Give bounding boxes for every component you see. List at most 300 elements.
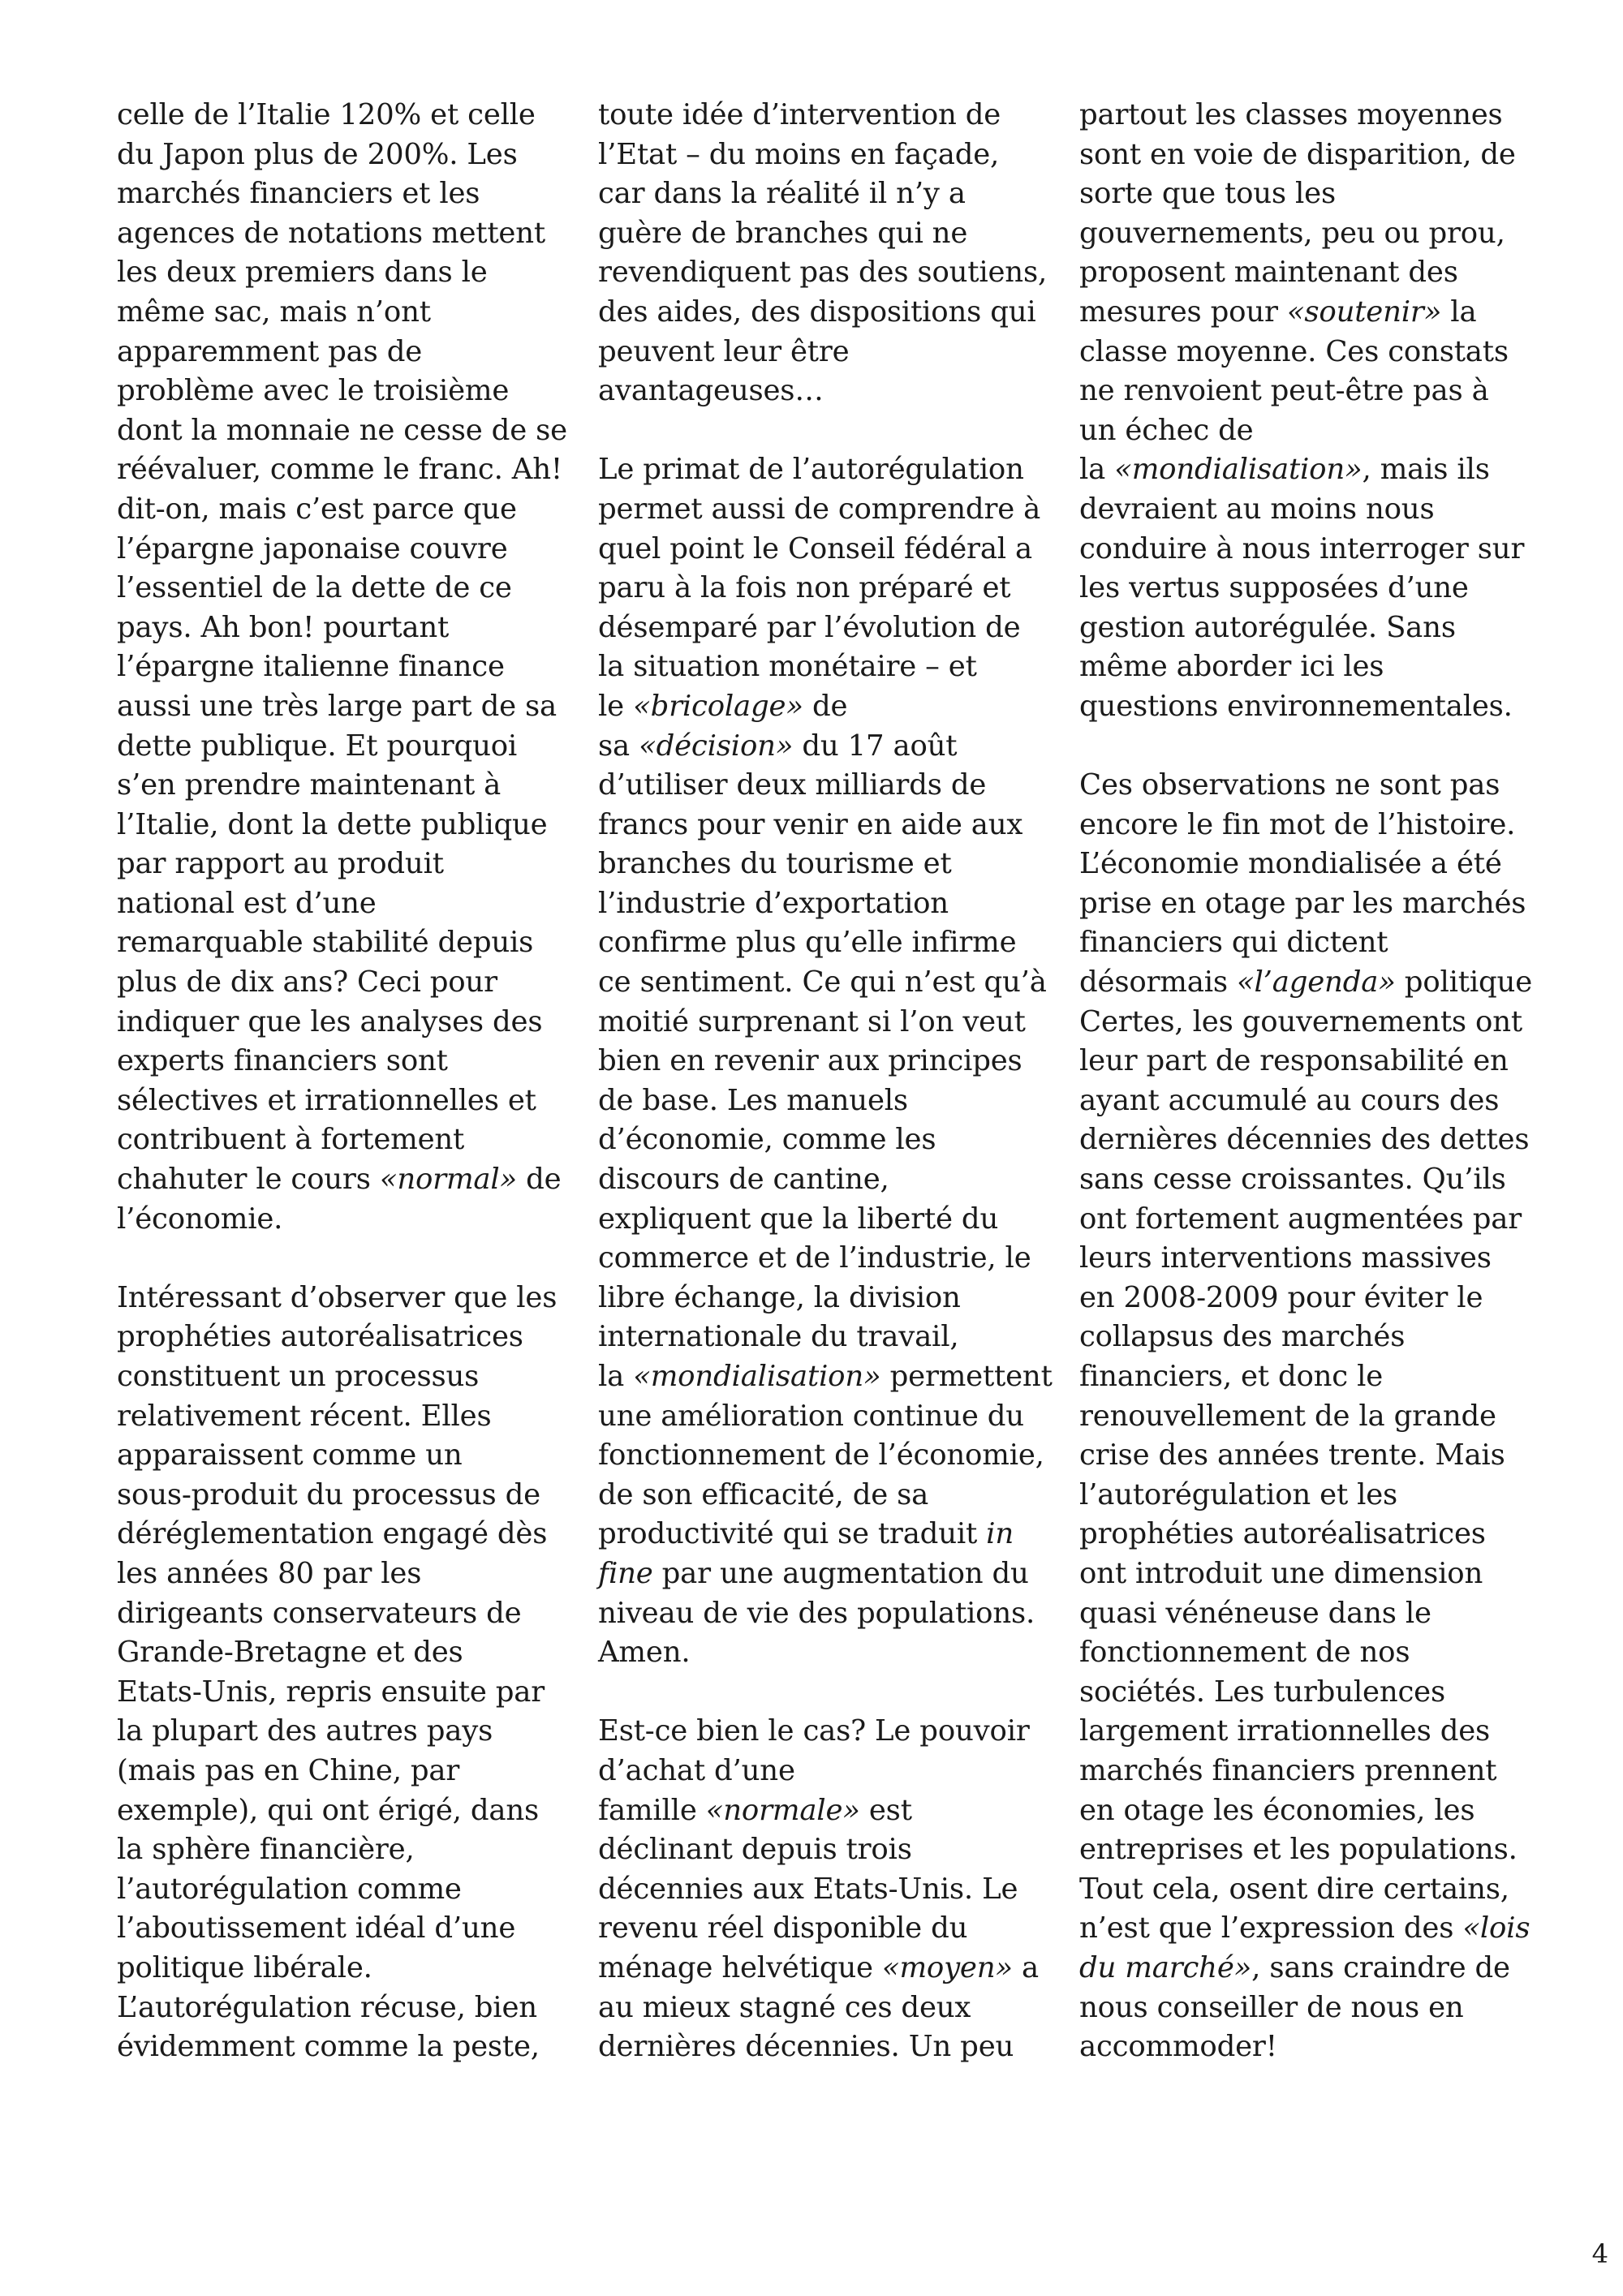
text-segment: par une augmentation du — [652, 1556, 1029, 1590]
text-line — [598, 569, 1053, 608]
text-segment: Ces observations ne sont pas — [1079, 768, 1500, 802]
text-line — [598, 1752, 1053, 1791]
text-line — [598, 1633, 1053, 1673]
text-line — [1079, 687, 1534, 727]
text-segment: Etats-Unis, repris ensuite par — [117, 1675, 545, 1709]
paragraph — [1079, 766, 1534, 2067]
text-segment: productivité qui se traduit — [598, 1517, 987, 1551]
paragraph — [117, 96, 571, 1239]
text-line — [1079, 1081, 1534, 1121]
text-segment: sans cesse croissantes. Qu’ils — [1079, 1163, 1506, 1197]
text-line — [1079, 1909, 1534, 1949]
text-line — [117, 96, 571, 135]
text-segment: n’est que l’expression des — [1079, 1911, 1463, 1946]
text-segment: Amen. — [598, 1636, 691, 1670]
emphasis-text: «normal» — [379, 1163, 518, 1197]
text-line — [117, 490, 571, 530]
text-line — [1079, 1476, 1534, 1516]
text-line — [598, 727, 1053, 767]
text-segment: fonctionnement de nos — [1079, 1636, 1410, 1670]
text-line — [117, 608, 571, 648]
text-segment: désormais — [1079, 965, 1237, 1000]
text-segment: ménage helvétique — [598, 1950, 882, 1984]
text-line — [1079, 1003, 1534, 1043]
text-segment: politique libérale. — [117, 1950, 372, 1984]
text-segment: dernières décennies. Un peu — [598, 2030, 1014, 2064]
text-line — [1079, 450, 1534, 490]
text-segment: du Japon plus de 200%. Les — [117, 137, 518, 171]
text-segment: prise en otage par les marchés — [1079, 886, 1526, 920]
text-segment: ont introduit une dimension — [1079, 1556, 1483, 1590]
text-segment: internationale du travail, — [598, 1320, 959, 1354]
emphasis-text: «décision» — [639, 729, 794, 763]
text-line — [117, 293, 571, 333]
text-line — [117, 647, 571, 687]
text-line — [117, 1476, 571, 1516]
text-segment: national est d’une — [117, 886, 377, 920]
text-line — [598, 1436, 1053, 1476]
text-segment: sélectives et irrationnelles et — [117, 1083, 536, 1117]
text-segment: l’épargne japonaise couvre — [117, 531, 508, 565]
text-line — [598, 1160, 1053, 1200]
text-line — [1079, 1673, 1534, 1713]
text-line — [598, 1003, 1053, 1043]
text-segment: , sans craindre de — [1251, 1950, 1510, 1984]
text-segment: de son efficacité, de sa — [598, 1477, 929, 1511]
text-segment: de — [803, 689, 848, 723]
text-line — [117, 2027, 571, 2067]
text-segment: politique — [1395, 965, 1533, 1000]
text-line — [1079, 1830, 1534, 1870]
text-line — [1079, 1870, 1534, 1910]
text-segment: devraient au moins nous — [1079, 492, 1435, 526]
text-segment: dette publique. Et pourquoi — [117, 729, 518, 763]
text-segment: marchés financiers et les — [117, 177, 480, 211]
text-segment: niveau de vie des populations. — [598, 1596, 1035, 1630]
text-segment: quasi vénéneuse dans le — [1079, 1596, 1431, 1630]
text-line — [1079, 214, 1534, 254]
text-segment: ce sentiment. Ce qui n’est qu’à — [598, 965, 1047, 1000]
text-line — [1079, 1436, 1534, 1476]
text-line — [117, 1042, 571, 1081]
text-line — [1079, 1397, 1534, 1437]
text-segment: toute idée d’intervention de — [598, 98, 1001, 131]
text-line — [117, 845, 571, 884]
text-line — [117, 687, 571, 727]
text-line — [117, 530, 571, 570]
text-line — [1079, 963, 1534, 1003]
text-segment: agences de notations mettent — [117, 216, 545, 250]
text-segment: partout les classes moyennes — [1079, 98, 1503, 131]
text-line — [1079, 1279, 1534, 1318]
text-segment: l’aboutissement idéal d’une — [117, 1911, 516, 1946]
text-segment: permet aussi de comprendre à — [598, 492, 1041, 526]
text-line — [598, 450, 1053, 490]
text-line — [598, 963, 1053, 1003]
text-line — [117, 1120, 571, 1160]
text-segment: classe moyenne. Ces constats — [1079, 334, 1509, 368]
text-segment: est — [859, 1793, 912, 1827]
text-segment: la — [598, 1360, 634, 1393]
text-segment: décennies aux Etats-Unis. Le — [598, 1872, 1018, 1906]
text-segment: déclinant depuis trois — [598, 1833, 912, 1867]
text-segment: mesures pour — [1079, 295, 1287, 329]
text-segment: d’achat d’une — [598, 1753, 795, 1787]
text-line — [117, 1003, 571, 1043]
text-segment: la situation monétaire – et — [598, 650, 977, 684]
text-segment: questions environnementales. — [1079, 689, 1513, 723]
text-segment: commerce et de l’industrie, le — [598, 1241, 1031, 1275]
text-line — [117, 372, 571, 411]
text-line — [117, 884, 571, 924]
text-segment: apparaissent comme un — [117, 1438, 463, 1473]
text-segment: exemple), qui ont érigé, dans — [117, 1793, 540, 1827]
text-line — [598, 1120, 1053, 1160]
text-line — [117, 1594, 571, 1634]
text-segment: fonctionnement de l’économie, — [598, 1438, 1044, 1473]
text-line — [598, 1042, 1053, 1081]
text-segment: le — [598, 689, 634, 723]
text-segment: crise des années trente. Mais — [1079, 1438, 1505, 1473]
text-line — [117, 1279, 571, 1318]
text-line — [117, 1554, 571, 1594]
text-line — [1079, 253, 1534, 293]
text-segment: chahuter le cours — [117, 1163, 380, 1197]
text-segment: l’Etat – du moins en façade, — [598, 137, 1000, 171]
text-line — [1079, 174, 1534, 214]
text-segment: nous conseiller de nous en — [1079, 1990, 1464, 2024]
text-line — [117, 1633, 571, 1673]
text-line — [598, 1357, 1053, 1397]
emphasis-text: «mondialisation» — [1114, 453, 1363, 487]
text-line — [1079, 2027, 1534, 2067]
text-segment: avantageuses… — [598, 374, 824, 408]
text-line — [117, 411, 571, 451]
text-column-3 — [1079, 96, 1534, 2067]
text-line — [598, 608, 1053, 648]
text-line — [1079, 1752, 1534, 1791]
text-segment: Tout cela, osent dire certains, — [1079, 1872, 1509, 1906]
text-segment: l’autorégulation et les — [1079, 1477, 1398, 1511]
text-line — [117, 727, 571, 767]
text-line — [117, 1830, 571, 1870]
text-segment: sociétés. Les turbulences — [1079, 1675, 1446, 1709]
emphasis-text: «lois — [1462, 1911, 1530, 1946]
text-segment: gouvernements, peu ou prou, — [1079, 216, 1505, 250]
text-segment: Est-ce bien le cas? Le pouvoir — [598, 1714, 1030, 1748]
text-segment: renouvellement de la grande — [1079, 1399, 1496, 1433]
text-column-2 — [598, 96, 1053, 2067]
text-segment: d’utiliser deux milliards de — [598, 768, 987, 802]
text-line — [598, 1909, 1053, 1949]
emphasis-text: «bricolage» — [633, 689, 803, 723]
text-line — [598, 174, 1053, 214]
text-line — [117, 174, 571, 214]
text-line — [1079, 333, 1534, 372]
text-segment: les vertus supposées d’une — [1079, 571, 1469, 605]
text-line — [598, 1239, 1053, 1279]
text-segment: remarquable stabilité depuis — [117, 926, 534, 960]
text-segment: l’Italie, dont la dette publique — [117, 807, 548, 841]
text-segment: conduire à nous interroger sur — [1079, 531, 1525, 565]
text-line — [598, 253, 1053, 293]
text-segment: s’en prendre maintenant à — [117, 768, 502, 802]
text-line — [117, 1989, 571, 2028]
text-segment: sous-produit du processus de — [117, 1477, 540, 1511]
text-line — [1079, 1318, 1534, 1357]
text-segment: collapsus des marchés — [1079, 1320, 1406, 1354]
text-line — [598, 1200, 1053, 1240]
text-line — [117, 1909, 571, 1949]
text-segment: dont la monnaie ne cesse de se — [117, 413, 567, 447]
text-segment: même sac, mais n’ont — [117, 295, 431, 329]
text-line — [598, 1081, 1053, 1121]
text-segment: sa — [598, 729, 639, 763]
text-segment: même aborder ici les — [1079, 650, 1384, 684]
emphasis-text: fine — [598, 1556, 653, 1590]
text-line — [117, 253, 571, 293]
text-segment: sorte que tous les — [1079, 177, 1336, 211]
text-segment: a — [1012, 1950, 1039, 1984]
text-segment: marchés financiers prennent — [1079, 1753, 1497, 1787]
text-segment: financiers qui dictent — [1079, 926, 1388, 960]
text-line — [117, 1752, 571, 1791]
text-line — [598, 1712, 1053, 1752]
text-segment: l’industrie d’exportation — [598, 886, 949, 920]
text-segment: ayant accumulé au cours des — [1079, 1083, 1500, 1117]
text-line — [1079, 96, 1534, 135]
text-line — [1079, 766, 1534, 806]
text-line — [1079, 1160, 1534, 1200]
text-segment: dit-on, mais c’est parce que — [117, 492, 517, 526]
text-line — [1079, 1120, 1534, 1160]
text-line — [598, 530, 1053, 570]
text-line — [117, 1673, 571, 1713]
text-segment: en 2008-2009 pour éviter le — [1079, 1280, 1483, 1314]
text-line — [598, 1279, 1053, 1318]
text-segment: financiers, et donc le — [1079, 1360, 1384, 1393]
text-segment: la plupart des autres pays — [117, 1714, 493, 1748]
text-line — [1079, 530, 1534, 570]
text-segment: désemparé par l’évolution de — [598, 610, 1021, 644]
text-segment: de base. Les manuels — [598, 1083, 908, 1117]
text-line — [117, 923, 571, 963]
text-line — [1079, 1200, 1534, 1240]
text-segment: leur part de responsabilité en — [1079, 1044, 1509, 1078]
text-line — [598, 1830, 1053, 1870]
text-segment: proposent maintenant des — [1079, 256, 1458, 290]
text-segment: déréglementation engagé dès — [117, 1517, 548, 1551]
text-line — [117, 1515, 571, 1554]
text-segment: par rapport au produit — [117, 847, 444, 881]
text-segment: leurs interventions massives — [1079, 1241, 1492, 1275]
emphasis-text: «mondialisation» — [633, 1360, 881, 1393]
text-segment: l’économie. — [117, 1202, 283, 1236]
text-segment: prophéties autoréalisatrices — [1079, 1517, 1486, 1551]
text-segment: permettent — [880, 1360, 1053, 1393]
text-segment: libre échange, la division — [598, 1280, 961, 1314]
text-line — [598, 490, 1053, 530]
text-segment: l’essentiel de la dette de ce — [117, 571, 512, 605]
text-segment: paru à la fois non préparé et — [598, 571, 1011, 605]
text-segment: ont fortement augmentées par — [1079, 1202, 1522, 1236]
text-segment: , mais ils — [1362, 453, 1490, 487]
text-line — [598, 1318, 1053, 1357]
text-line — [1079, 1989, 1534, 2028]
text-segment: Certes, les gouvernements ont — [1079, 1004, 1522, 1038]
text-line — [598, 1594, 1053, 1634]
text-line — [598, 293, 1053, 333]
text-line — [598, 333, 1053, 372]
emphasis-text: «moyen» — [881, 1950, 1013, 1984]
text-line — [598, 647, 1053, 687]
text-line — [117, 766, 571, 806]
text-segment: Grande-Bretagne et des — [117, 1636, 463, 1670]
text-segment: bien en revenir aux principes — [598, 1044, 1022, 1078]
paragraph — [598, 96, 1053, 411]
paragraph — [1079, 96, 1534, 727]
text-segment: les deux premiers dans le — [117, 256, 488, 290]
text-segment: L’économie mondialisée a été — [1079, 847, 1502, 881]
text-line — [117, 1870, 571, 1910]
text-line — [598, 1554, 1053, 1594]
text-segment: réévaluer, comme le franc. Ah! — [117, 453, 562, 487]
text-line — [117, 1357, 571, 1397]
text-segment: gestion autorégulée. Sans — [1079, 610, 1456, 644]
text-segment: quel point le Conseil fédéral a — [598, 531, 1032, 565]
text-line — [117, 1397, 571, 1437]
text-segment: en otage les économies, les — [1079, 1793, 1475, 1827]
text-line — [117, 1200, 571, 1240]
text-segment: apparemment pas de — [117, 334, 423, 368]
text-line — [598, 806, 1053, 845]
text-line — [598, 214, 1053, 254]
emphasis-text: «l’agenda» — [1236, 965, 1396, 1000]
text-segment: L’autorégulation récuse, bien — [117, 1990, 537, 2024]
text-segment: contribuent à fortement — [117, 1123, 465, 1157]
text-line — [117, 214, 571, 254]
page-number: 4 — [1591, 2238, 1608, 2269]
text-segment: guère de branches qui ne — [598, 216, 968, 250]
text-line — [1079, 1239, 1534, 1279]
text-line — [1079, 884, 1534, 924]
paragraph — [598, 1712, 1053, 2066]
text-line — [1079, 372, 1534, 411]
text-line — [1079, 1515, 1534, 1554]
text-line — [117, 1949, 571, 1989]
text-line — [598, 1476, 1053, 1516]
text-segment: problème avec le troisième — [117, 374, 510, 408]
text-line — [598, 372, 1053, 411]
text-line — [1079, 1594, 1534, 1634]
text-segment: moitié surprenant si l’on veut — [598, 1004, 1026, 1038]
emphasis-text: du marché» — [1079, 1950, 1252, 1984]
text-line — [1079, 1042, 1534, 1081]
text-segment: prophéties autoréalisatrices — [117, 1320, 523, 1354]
text-segment: confirme plus qu’elle infirme — [598, 926, 1017, 960]
text-line — [117, 1436, 571, 1476]
text-line — [1079, 135, 1534, 175]
text-line — [117, 569, 571, 608]
text-line — [598, 1989, 1053, 2028]
text-line — [1079, 923, 1534, 963]
text-line — [598, 687, 1053, 727]
text-line — [117, 963, 571, 1003]
text-segment: dirigeants conservateurs de — [117, 1596, 522, 1630]
text-line — [598, 1949, 1053, 1989]
text-line — [1079, 1949, 1534, 1989]
text-segment: discours de cantine, — [598, 1163, 889, 1197]
text-line — [117, 806, 571, 845]
text-segment: encore le fin mot de l’histoire. — [1079, 807, 1516, 841]
text-segment: expliquent que la liberté du — [598, 1202, 999, 1236]
text-line — [117, 1791, 571, 1831]
text-segment: plus de dix ans? Ceci pour — [117, 965, 497, 1000]
text-segment: sont en voie de disparition, de — [1079, 137, 1516, 171]
text-line — [1079, 569, 1534, 608]
text-column-1 — [117, 96, 571, 2067]
text-segment: celle de l’Italie 120% et celle — [117, 98, 536, 131]
text-line — [1079, 293, 1534, 333]
text-segment: dernières décennies des dettes — [1079, 1123, 1530, 1157]
text-segment: une amélioration continue du — [598, 1399, 1024, 1433]
text-line — [117, 450, 571, 490]
text-segment: experts financiers sont — [117, 1044, 448, 1078]
emphasis-text: in — [986, 1517, 1014, 1551]
text-segment: (mais pas en Chine, par — [117, 1753, 460, 1787]
text-segment: Intéressant d’observer que les — [117, 1280, 558, 1314]
text-line — [1079, 806, 1534, 845]
text-line — [1079, 608, 1534, 648]
text-line — [598, 766, 1053, 806]
text-segment: la — [1441, 295, 1477, 329]
text-line — [117, 1160, 571, 1200]
text-segment: aussi une très large part de sa — [117, 689, 557, 723]
text-line — [598, 923, 1053, 963]
text-line — [598, 1397, 1053, 1437]
text-segment: famille — [598, 1793, 706, 1827]
text-segment: peuvent leur être — [598, 334, 850, 368]
text-line — [1079, 845, 1534, 884]
text-line — [598, 845, 1053, 884]
text-line — [598, 96, 1053, 135]
text-line — [598, 135, 1053, 175]
text-segment: relativement récent. Elles — [117, 1399, 492, 1433]
paragraph — [598, 450, 1053, 1672]
text-line — [1079, 1712, 1534, 1752]
text-line — [1079, 1633, 1534, 1673]
text-segment: la — [1079, 453, 1115, 487]
text-line — [598, 1515, 1053, 1554]
text-segment: entreprises et les populations. — [1079, 1833, 1518, 1867]
text-line — [1079, 490, 1534, 530]
text-line — [1079, 647, 1534, 687]
text-segment: revenu réel disponible du — [598, 1911, 968, 1946]
text-segment: ne renvoient peut-être pas à — [1079, 374, 1489, 408]
text-segment: les années 80 par les — [117, 1556, 422, 1590]
text-line — [117, 333, 571, 372]
text-segment: pays. Ah bon! pourtant — [117, 610, 450, 644]
text-segment: largement irrationnelles des — [1079, 1714, 1491, 1748]
text-segment: l’épargne italienne finance — [117, 650, 505, 684]
text-line — [598, 2027, 1053, 2067]
text-segment: branches du tourisme et — [598, 847, 952, 881]
text-line — [598, 1791, 1053, 1831]
text-line — [1079, 1554, 1534, 1594]
text-segment: au mieux stagné ces deux — [598, 1990, 971, 2024]
text-line — [1079, 1791, 1534, 1831]
text-segment: évidemment comme la peste, — [117, 2030, 540, 2064]
